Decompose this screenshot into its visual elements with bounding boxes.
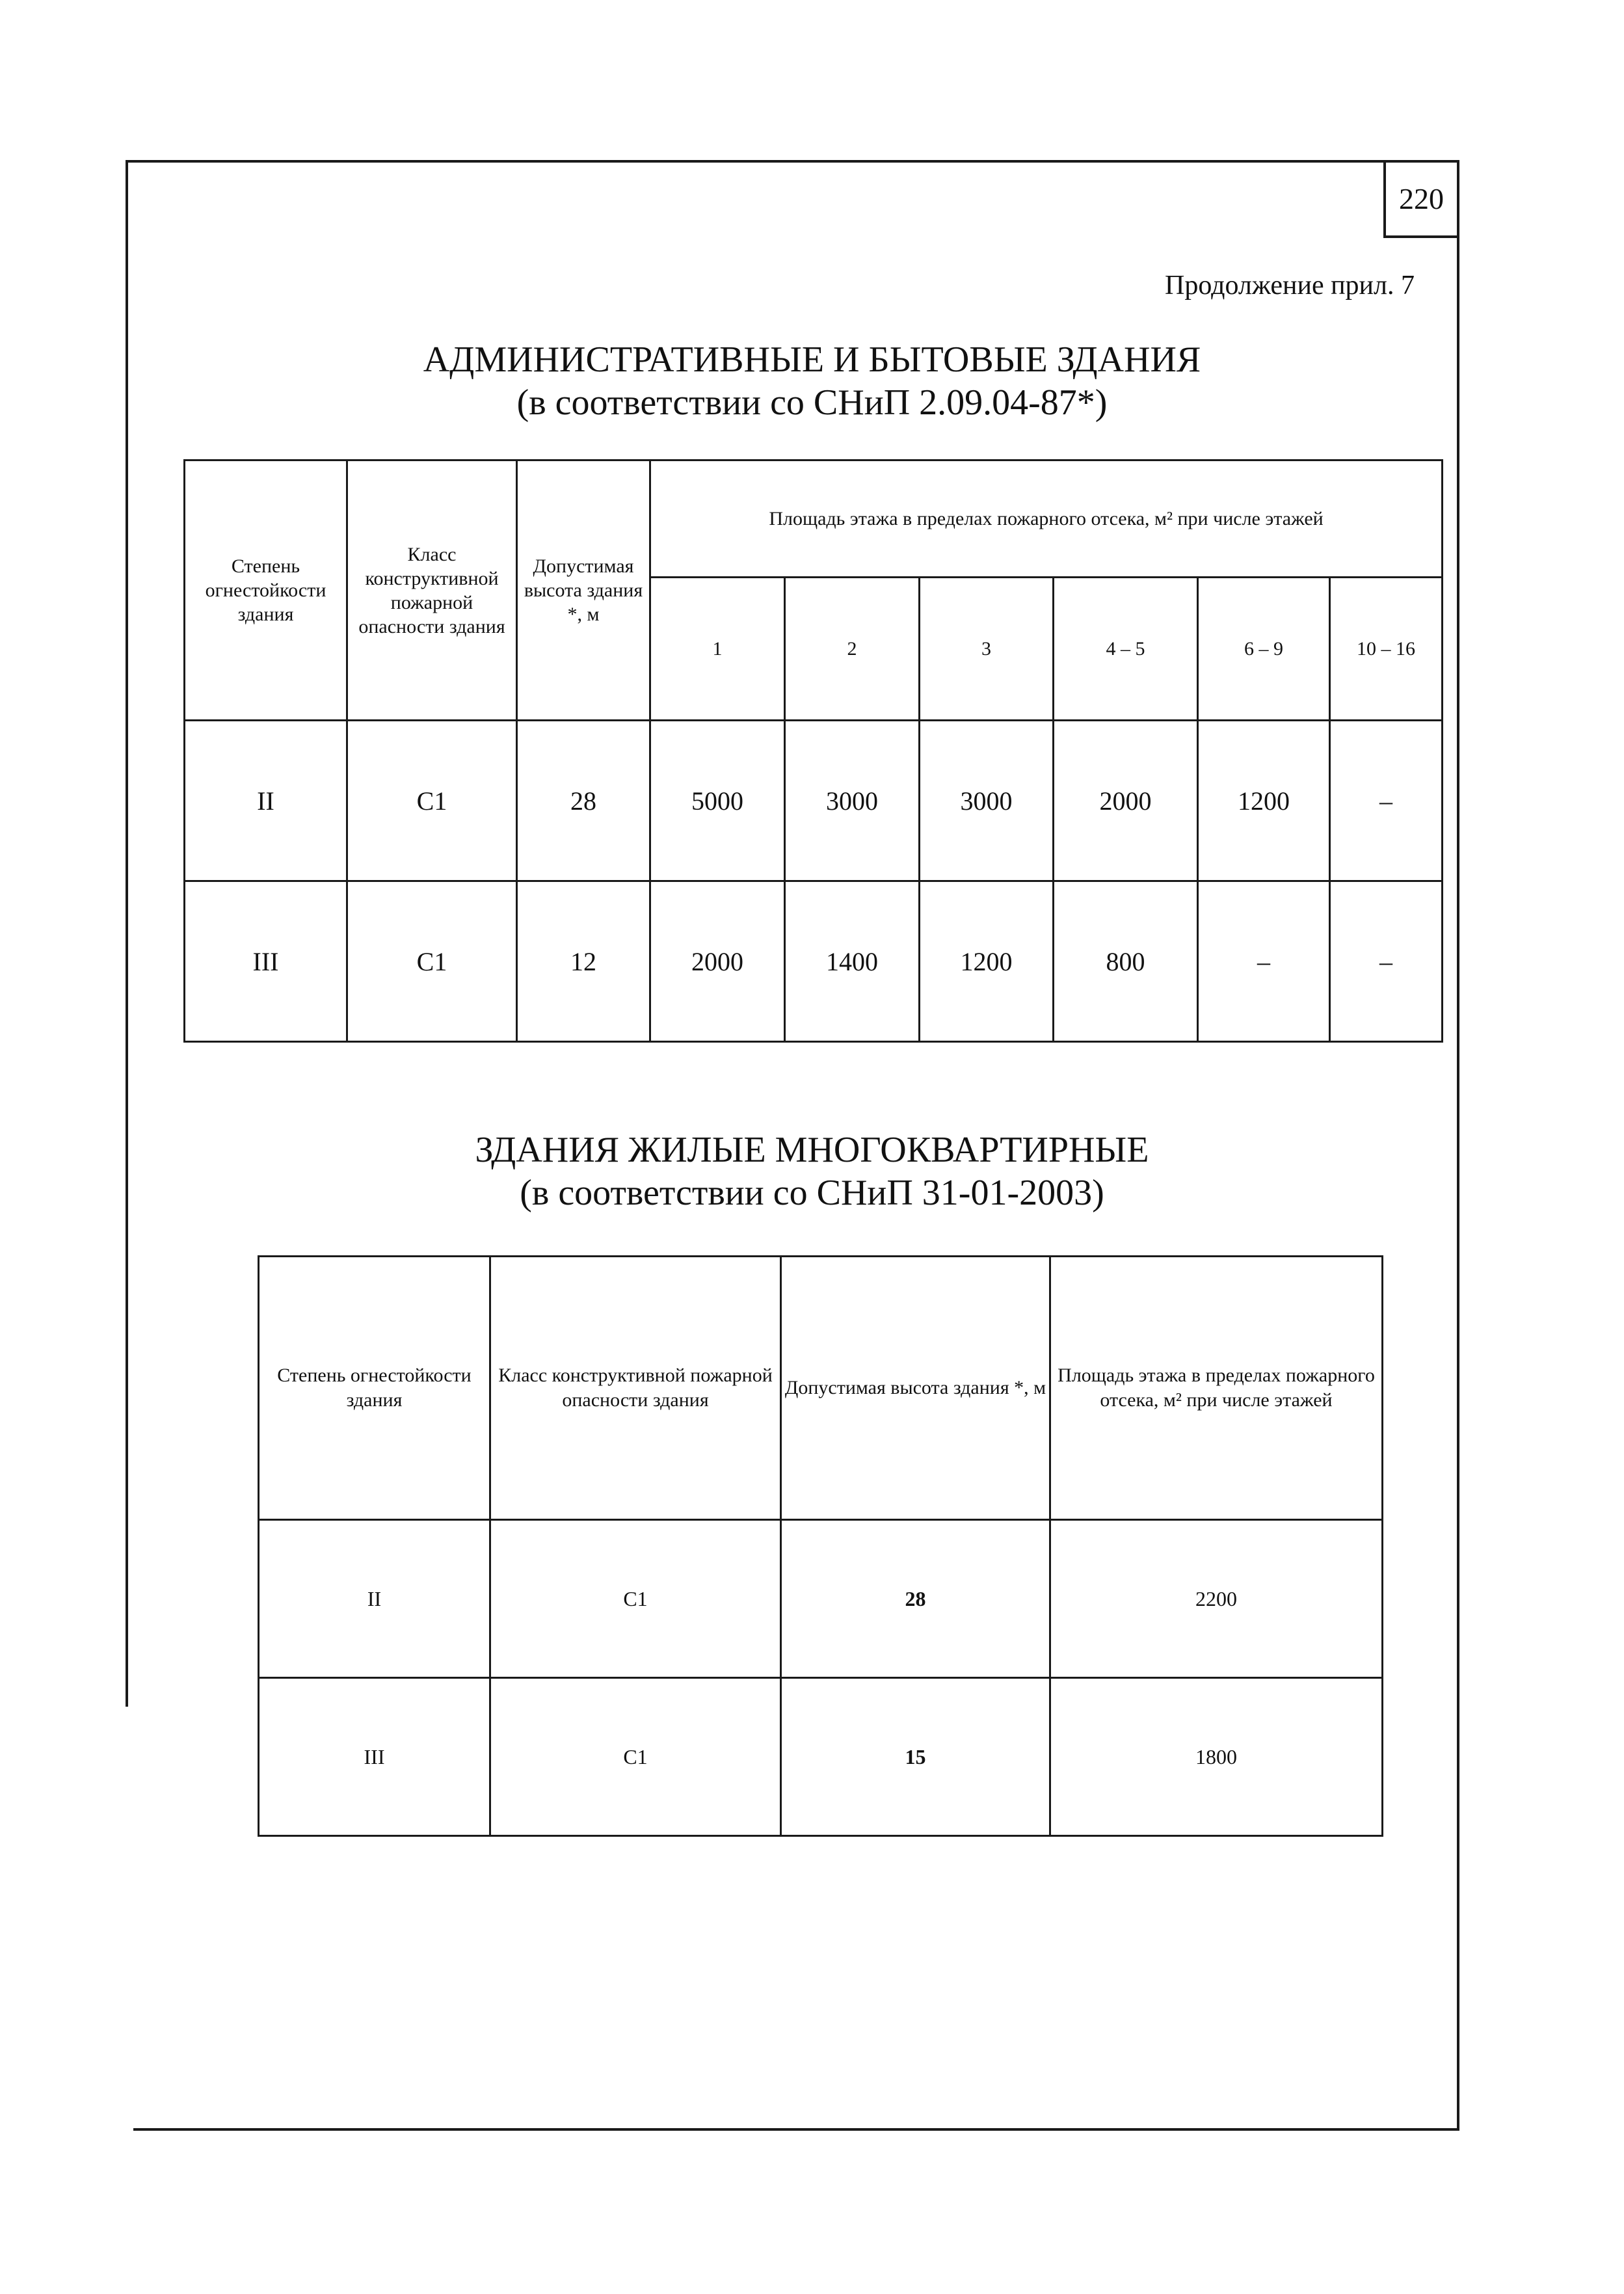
cell-area: 3000: [920, 721, 1054, 881]
page-frame-top: [127, 160, 1459, 163]
cell-area: –: [1330, 721, 1443, 881]
header-floors-6-9: 6 – 9: [1198, 578, 1330, 721]
cell-height: 28: [517, 721, 650, 881]
cell-fire-resistance: II: [259, 1520, 490, 1678]
table-row: [185, 881, 1443, 1042]
header-floors-2: 2: [785, 578, 920, 721]
header-hazard-class: Класс конструктивной пожарной опасности здания: [490, 1257, 781, 1520]
header-height: Допустимая высота здания *, м: [517, 460, 650, 721]
cell-area: 5000: [650, 721, 785, 881]
table-row: [259, 1520, 1383, 1678]
cell-fire-resistance: III: [259, 1678, 490, 1836]
section1-subtitle: (в соответствии со СНиП 2.09.04-87*): [516, 382, 1108, 423]
section2-subtitle: (в соответствии со СНиП 31-01-2003): [520, 1173, 1104, 1213]
cell-height: 28: [781, 1520, 1050, 1678]
section2-title: ЗДАНИЯ ЖИЛЫЕ МНОГОКВАРТИРНЫЕ: [475, 1130, 1149, 1170]
header-hazard-class: Класс конструктивной пожарной опасности здания: [347, 460, 517, 721]
cell-area: 2000: [1054, 721, 1198, 881]
residential-buildings-table: [258, 1255, 1383, 1837]
table-row: [259, 1678, 1383, 1836]
header-floors-10-16: 10 – 16: [1330, 578, 1443, 721]
page-number: 220: [1383, 161, 1457, 238]
admin-buildings-table: [183, 459, 1443, 1043]
header-floors-3: 3: [920, 578, 1054, 721]
cell-hazard-class: С1: [347, 881, 517, 1042]
header-height: Допустимая высота здания *, м: [781, 1257, 1050, 1520]
table-row: [185, 721, 1443, 881]
cell-hazard-class: С1: [490, 1520, 781, 1678]
cell-area: 1200: [1198, 721, 1330, 881]
header-floors-1: 1: [650, 578, 785, 721]
cell-area: 800: [1054, 881, 1198, 1042]
header-area-group: Площадь этажа в пределах пожарного отсека, м² при числе этажей: [650, 460, 1443, 578]
section1-heading: [0, 338, 1624, 424]
cell-area: 1200: [920, 881, 1054, 1042]
header-fire-resistance: Степень огнестойкости здания: [259, 1257, 490, 1520]
cell-fire-resistance: II: [185, 721, 347, 881]
cell-fire-resistance: III: [185, 881, 347, 1042]
section2-heading: [0, 1128, 1624, 1214]
cell-area: –: [1330, 881, 1443, 1042]
continuation-note: Продолжение прил. 7: [1164, 271, 1415, 300]
header-floors-4-5: 4 – 5: [1054, 578, 1198, 721]
cell-area: 2000: [650, 881, 785, 1042]
cell-area: 3000: [785, 721, 920, 881]
cell-area: –: [1198, 881, 1330, 1042]
page-frame-bottom: [133, 2128, 1458, 2131]
cell-height: 12: [517, 881, 650, 1042]
cell-height: 15: [781, 1678, 1050, 1836]
cell-area: 1800: [1050, 1678, 1383, 1836]
cell-hazard-class: С1: [347, 721, 517, 881]
cell-area: 2200: [1050, 1520, 1383, 1678]
header-fire-resistance: Степень огнестойкости здания: [185, 460, 347, 721]
header-area: Площадь этажа в пределах пожарного отсека, м² при числе этажей: [1050, 1257, 1383, 1520]
section1-title: АДМИНИСТРАТИВНЫЕ И БЫТОВЫЕ ЗДАНИЯ: [423, 340, 1201, 380]
cell-hazard-class: С1: [490, 1678, 781, 1836]
cell-area: 1400: [785, 881, 920, 1042]
